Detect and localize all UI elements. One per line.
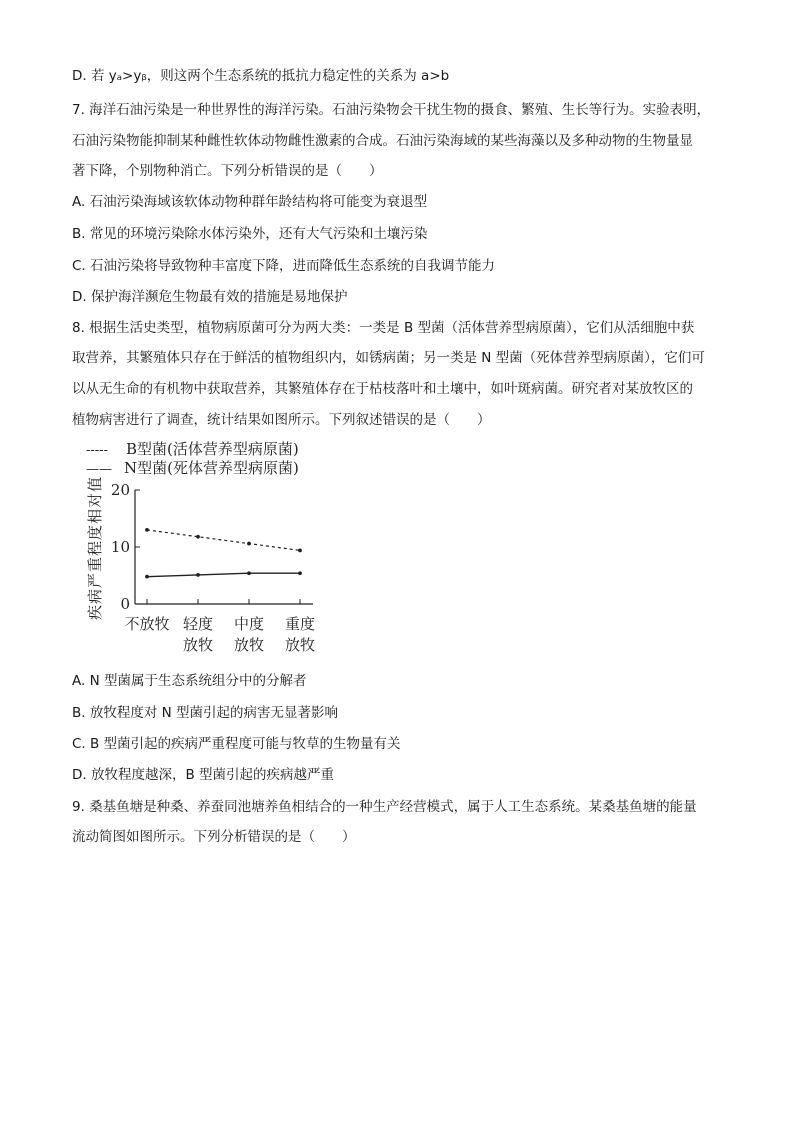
y-tick-label: 20 xyxy=(110,481,130,499)
series-line xyxy=(147,530,300,551)
data-point xyxy=(145,575,149,579)
q8-stem-line-2: 取营养，其繁殖体只存在于鲜活的植物组织内，如锈病菌；另一类是 N 型菌（死体营养型病原菌），它们可 xyxy=(72,350,705,366)
q8-stem-line-3: 以从无生命的有机物中获取营养，其繁殖体存在于枯枝落叶和土壤中，如叶斑病菌。研究者对某放牧区的 xyxy=(72,381,693,397)
q8-option-c: C. B 型菌引起的疾病严重程度可能与牧草的生物量有关 xyxy=(72,736,401,752)
data-point xyxy=(196,573,200,577)
q8-stem-line-4: 植物病害进行了调查，统计结果如图所示。下列叙述错误的是（ ） xyxy=(72,412,491,428)
legend-mark: —— xyxy=(86,462,112,477)
q9-stem-line-2: 流动简图如图所示。下列分析错误的是（ ） xyxy=(72,829,356,845)
chart-svg xyxy=(80,438,340,660)
data-point xyxy=(298,549,302,553)
q7-option-d: D. 保护海洋濒危生物最有效的措施是易地保护 xyxy=(72,289,348,305)
data-point xyxy=(196,535,200,539)
q7-option-a: A. 石油污染海域该软体动物种群年龄结构将可能变为衰退型 xyxy=(72,194,428,210)
q8-option-d: D. 放牧程度越深，B 型菌引起的疾病越严重 xyxy=(72,767,335,783)
q9-stem-line-1: 9. 桑基鱼塘是种桑、养蚕同池塘养鱼相结合的一种生产经营模式，属于人工生态系统。某桑基鱼塘的能量 xyxy=(72,799,697,815)
q8-stem-line-1: 8. 根据生活史类型，植物病原菌可分为两大类：一类是 B 型菌（活体营养型病原菌），它们从活细胞中获 xyxy=(72,320,695,336)
y-axis-title: 疾病严重程度相对值 xyxy=(86,475,104,621)
q7-stem-line-1: 7. 海洋石油污染是一种世界性的海洋污染。石油污染物会干扰生物的摄食、繁殖、生长等行为。实验表明， xyxy=(72,102,711,118)
data-point xyxy=(145,528,149,532)
x-tick-label: 放牧 xyxy=(182,636,214,654)
q7-stem-line-2: 石油污染物能抑制某种雌性软体动物雌性激素的合成。石油污染海域的某些海藻以及多种动物的生物量显 xyxy=(72,133,693,149)
x-tick-label: 放牧 xyxy=(233,636,265,654)
data-point xyxy=(247,542,251,546)
y-tick-label: 10 xyxy=(110,538,130,556)
x-tick-label: 不放牧 xyxy=(124,615,170,633)
legend-mark: ----- xyxy=(86,443,108,458)
x-tick-label: 重度 xyxy=(284,615,316,633)
q6-option-d: D. 若 yₐ>yᵦ，则这两个生态系统的抵抗力稳定性的关系为 a>b xyxy=(72,68,450,84)
y-tick-label: 0 xyxy=(120,595,130,613)
q8-option-a: A. N 型菌属于生态系统组分中的分解者 xyxy=(72,673,307,689)
q7-option-c: C. 石油污染将导致物种丰富度下降，进而降低生态系统的自我调节能力 xyxy=(72,258,496,274)
data-point xyxy=(298,571,302,575)
series-line xyxy=(147,573,300,576)
data-point xyxy=(247,571,251,575)
q8-option-b: B. 放牧程度对 N 型菌引起的病害无显著影响 xyxy=(72,705,339,721)
x-tick-label: 放牧 xyxy=(284,636,316,654)
legend-label: B型菌(活体营养型病原菌) xyxy=(126,440,299,458)
x-tick-label: 轻度 xyxy=(182,615,214,633)
disease-severity-chart xyxy=(80,438,340,660)
x-tick-label: 中度 xyxy=(233,615,265,633)
q7-option-b: B. 常见的环境污染除水体污染外，还有大气污染和土壤污染 xyxy=(72,226,428,242)
legend-label: N型菌(死体营养型病原菌) xyxy=(124,459,299,477)
q7-stem-line-3: 著下降，个别物种消亡。下列分析错误的是（ ） xyxy=(72,163,383,179)
